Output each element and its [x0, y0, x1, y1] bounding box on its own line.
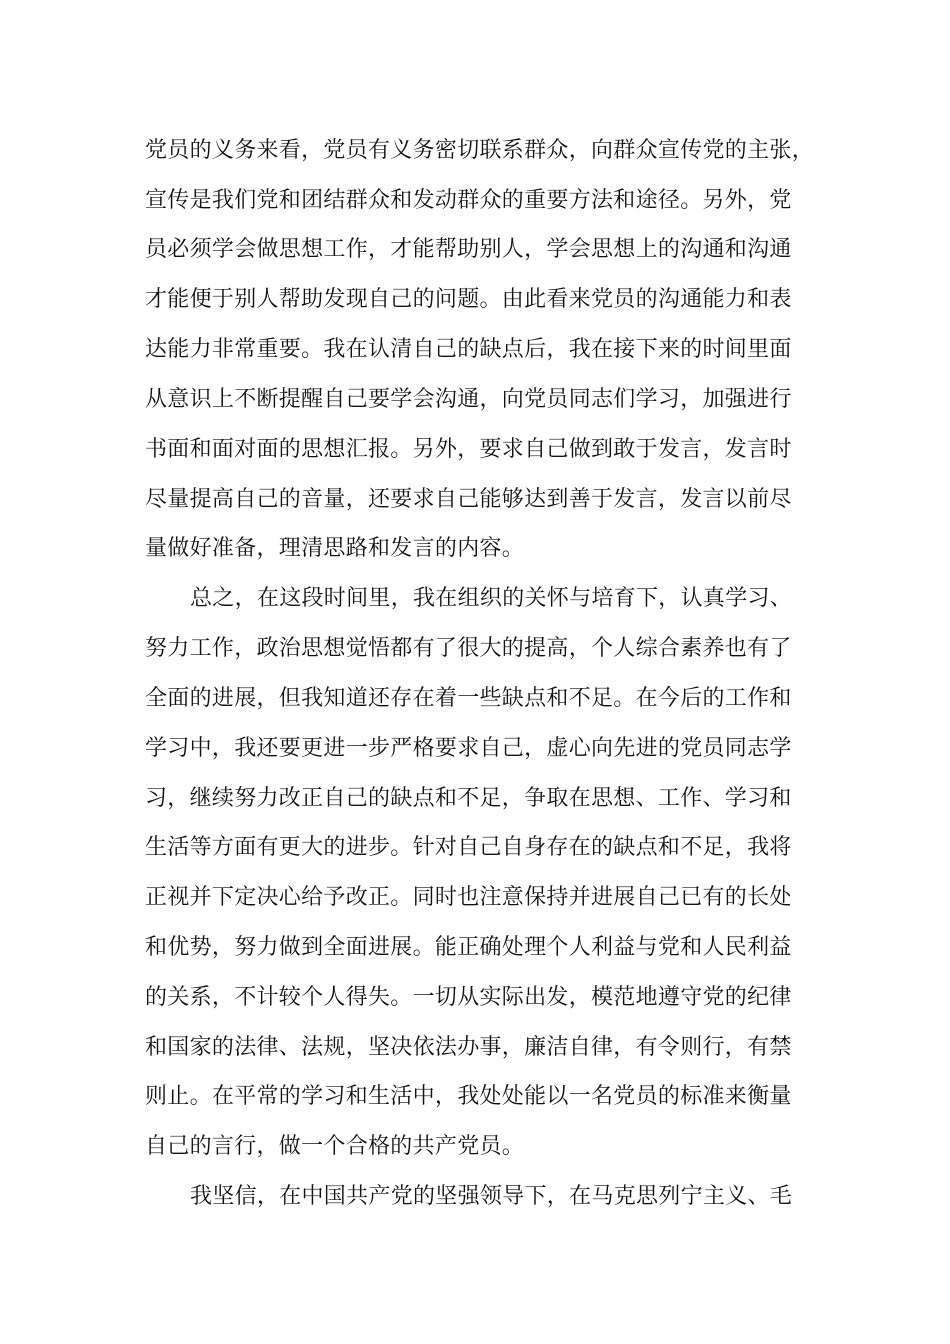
text-line: 努力工作，政治思想觉悟都有了很大的提高，个人综合素养也有了: [145, 636, 792, 661]
text-line: 自己的言行，做一个合格的共产党员。: [145, 1134, 525, 1159]
text-line: 达能力非常重要。我在认清自己的缺点后，我在接下来的时间里面: [145, 337, 792, 362]
text-line: 党员的义务来看，党员有义务密切联系群众，向群众宣传党的主张，: [145, 138, 815, 163]
text-line: 生活等方面有更大的进步。针对自己自身存在的缺点和不足，我将: [145, 835, 792, 860]
text-line: 则止。在平常的学习和生活中，我处处能以一名党员的标准来衡量: [145, 1084, 792, 1109]
paragraph-first-line: 我坚信，在中国共产党的坚强领导下，在马克思列宁主义、毛: [190, 1184, 793, 1209]
text-line: 员必须学会做思想工作，才能帮助别人，学会思想上的沟通和沟通: [145, 237, 792, 262]
text-line: 尽量提高自己的音量，还要求自己能够达到善于发言，发言以前尽: [145, 487, 792, 512]
text-line: 全面的进展，但我知道还存在着一些缺点和不足。在今后的工作和: [145, 686, 792, 711]
text-line: 和优势，努力做到全面进展。能正确处理个人利益与党和人民利益: [145, 935, 792, 960]
text-line: 的关系，不计较个人得失。一切从实际出发，模范地遵守党的纪律: [145, 985, 792, 1010]
text-line: 书面和面对面的思想汇报。另外，要求自己做到敢于发言，发言时: [145, 437, 792, 462]
text-line: 量做好准备，理清思路和发言的内容。: [145, 536, 525, 561]
text-line: 学习中，我还要更进一步严格要求自己，虚心向先进的党员同志学: [145, 736, 792, 761]
text-line: 和国家的法律、法规，坚决依法办事，廉洁自律，有令则行，有禁: [145, 1035, 792, 1060]
text-line: 宣传是我们党和团结群众和发动群众的重要方法和途径。另外，党: [145, 188, 792, 213]
text-line: 从意识上不断提醒自己要学会沟通，向党员同志们学习，加强进行: [145, 387, 792, 412]
text-line: 习，继续努力改正自己的缺点和不足，争取在思想、工作、学习和: [145, 786, 792, 811]
text-line: 才能便于别人帮助发现自己的问题。由此看来党员的沟通能力和表: [145, 287, 792, 312]
text-line: 正视并下定决心给予改正。同时也注意保持并进展自己已有的长处: [145, 885, 792, 910]
paragraph-first-line: 总之，在这段时间里，我在组织的关怀与培育下，认真学习、: [190, 586, 793, 611]
